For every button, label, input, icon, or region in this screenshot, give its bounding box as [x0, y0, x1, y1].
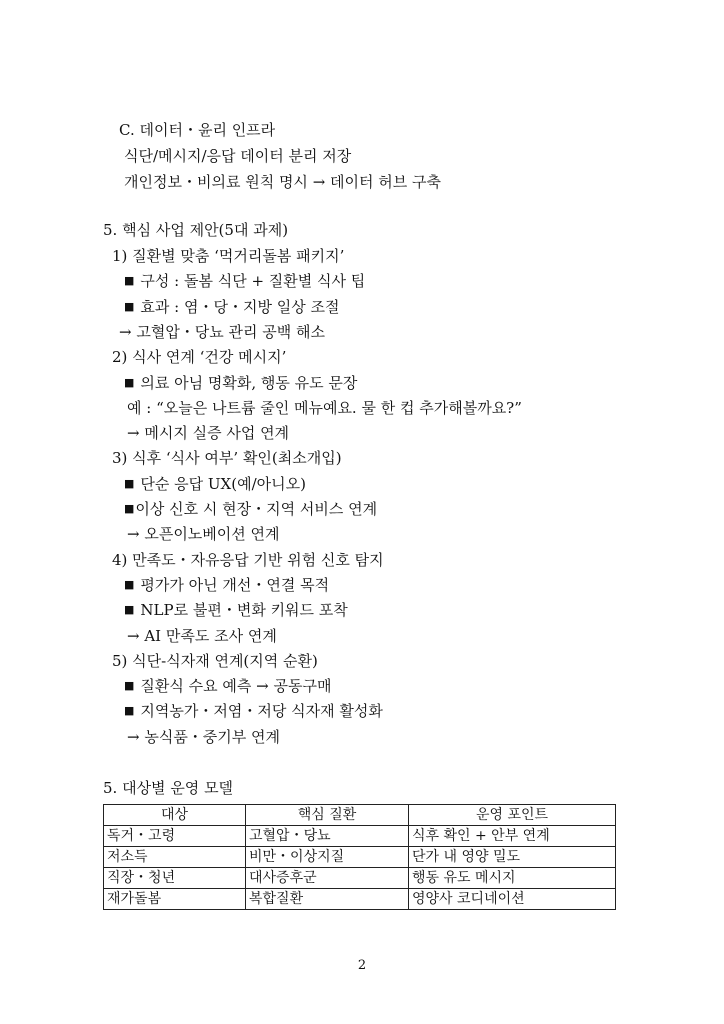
list-item: [127, 626, 277, 646]
item-text: 3) 식후 ‘식사 여부’ 확인(최소개입): [112, 449, 342, 467]
table-cell: 식후 확인 + 안부 연계: [409, 826, 616, 847]
list-item: [112, 246, 344, 266]
bullet-square-icon: ■: [124, 679, 135, 692]
table-cell: 복합질환: [246, 889, 409, 910]
item-text: 구성 : 돌봄 식단 + 질환별 식사 팁: [140, 272, 366, 290]
bullet-item: [124, 297, 339, 319]
item-text: → 고혈압・당뇨 관리 공백 해소: [119, 323, 326, 341]
operation-model-table: [103, 804, 616, 910]
bullet-item: [124, 373, 357, 395]
table-row: [104, 847, 616, 868]
item-text: → 농식품・중기부 연계: [127, 728, 281, 746]
table-cell: 단가 내 영양 밀도: [409, 847, 616, 868]
table-header-target: 대상: [104, 805, 246, 826]
list-item: [112, 550, 384, 570]
list-item: [127, 423, 289, 443]
item-text: → 메시지 실증 사업 연계: [127, 424, 290, 442]
item-text: 의료 아님 명확화, 행동 유도 문장: [140, 374, 358, 392]
bullet-item: [124, 701, 383, 723]
bullet-square-icon: ■: [124, 376, 135, 389]
page-number: 2: [357, 958, 367, 973]
item-text: 1) 질환별 맞춤 ‘먹거리돌봄 패키지’: [112, 247, 345, 265]
bullet-square-icon: ■: [124, 704, 135, 717]
bullet-square-icon: ■: [124, 578, 135, 591]
item-text: 2) 식사 연계 ‘건강 메시지’: [112, 348, 287, 366]
bullet-square-icon: ■: [124, 300, 135, 313]
bullet-square-icon: ■: [124, 274, 135, 287]
table-cell: 영양사 코디네이션: [409, 889, 616, 910]
item-text: 질환식 수요 예측 → 공동구매: [140, 677, 332, 695]
bullet-item: [124, 600, 348, 622]
table-cell: 고혈압・당뇨: [246, 826, 409, 847]
table-row: [104, 889, 616, 910]
section-5b-heading: 5. 대상별 운영 모델: [103, 779, 234, 797]
bullet-item: [124, 499, 377, 521]
item-text: → 오픈이노베이션 연계: [127, 525, 280, 543]
table-cell: 재가돌봄: [104, 889, 246, 910]
table-row: [104, 826, 616, 847]
table-header-row: [104, 805, 616, 826]
bullet-item: [124, 575, 329, 597]
bullet-square-icon: ■: [124, 477, 135, 490]
bullet-square-icon: ■: [124, 603, 135, 616]
list-item: [112, 448, 342, 468]
section-5-heading: 5. 핵심 사업 제안(5대 과제): [103, 221, 289, 239]
list-item: [112, 651, 318, 671]
item-text: 평가가 아닌 개선・연결 목적: [140, 576, 330, 594]
table-cell: 대사증후군: [246, 868, 409, 889]
table-header-point: 운영 포인트: [409, 805, 616, 826]
list-item: [127, 524, 280, 544]
section-c-line-2: 개인정보・비의료 원칙 명시 → 데이터 허브 구축: [124, 173, 441, 191]
bullet-item: [124, 474, 306, 496]
table-cell: 행동 유도 메시지: [409, 868, 616, 889]
item-text: 단순 응답 UX(예/아니오): [140, 475, 306, 493]
item-text: NLP로 불편・변화 키워드 포착: [140, 601, 348, 619]
item-text: 이상 신호 시 현장・지역 서비스 연계: [135, 500, 378, 518]
bullet-item: [124, 271, 365, 293]
table-cell: 저소득: [104, 847, 246, 868]
item-text: 지역농가・저염・저당 식자재 활성화: [140, 702, 383, 720]
table-cell: 비만・이상지질: [246, 847, 409, 868]
list-item: [127, 398, 522, 418]
table-row: [104, 868, 616, 889]
list-item: [119, 322, 325, 342]
bullet-square-icon: ■: [124, 502, 135, 515]
item-text: 효과 : 염・당・지방 일상 조절: [140, 298, 340, 316]
item-text: 예 : “오늘은 나트륨 줄인 메뉴예요. 물 한 컵 추가해볼까요?”: [127, 399, 522, 417]
table-header-disease: 핵심 질환: [246, 805, 409, 826]
list-item: [127, 727, 280, 747]
table-cell: 직장・청년: [104, 868, 246, 889]
section-c-line-1: 식단/메시지/응답 데이터 분리 저장: [124, 147, 352, 165]
item-text: 5) 식단-식자재 연계(지역 순환): [112, 652, 318, 670]
section-c-heading: C. 데이터・윤리 인프라: [119, 121, 276, 139]
item-text: 4) 만족도・자유응답 기반 위험 신호 탐지: [112, 551, 384, 569]
list-item: [112, 347, 286, 367]
bullet-item: [124, 676, 331, 698]
table-cell: 독거・고령: [104, 826, 246, 847]
item-text: → AI 만족도 조사 연계: [127, 627, 277, 645]
